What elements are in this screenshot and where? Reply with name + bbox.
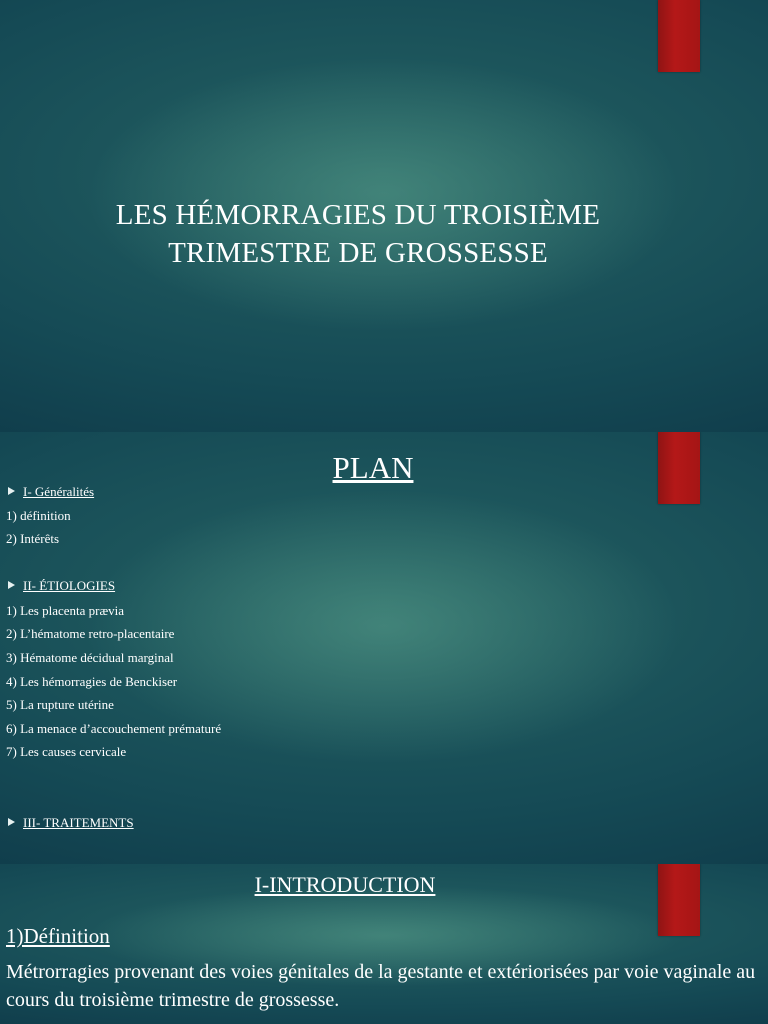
plan-item: 5) La rupture utérine bbox=[6, 697, 114, 712]
bullet-arrow-icon bbox=[8, 818, 15, 826]
plan-item: 6) La menace d’accouchement prématuré bbox=[6, 721, 222, 736]
plan-slide bbox=[0, 432, 768, 864]
bullet-arrow-icon bbox=[8, 581, 15, 589]
accent-bar bbox=[658, 0, 700, 72]
plan-item: 1) Les placenta prævia bbox=[6, 603, 125, 618]
section-title: I-INTRODUCTION bbox=[254, 872, 436, 897]
bullet-arrow-icon bbox=[8, 487, 15, 495]
plan-item: 2) L’hématome retro-placentaire bbox=[6, 626, 175, 641]
plan-item: 7) Les causes cervicale bbox=[6, 744, 127, 759]
subheading: 1)Définition bbox=[6, 924, 110, 948]
plan-title: PLAN bbox=[332, 450, 414, 485]
plan-heading: I- Généralités bbox=[8, 484, 94, 500]
plan-item: 1) définition bbox=[6, 508, 71, 523]
introduction-slide bbox=[0, 864, 768, 1024]
definition-paragraph: Métrorragies provenant des voies génitales de la gestante et extériorisées par voie vaginale au cours du troisième trimestre de grossesse. bbox=[6, 961, 756, 1011]
plan-item: 4) Les hémorragies de Benckiser bbox=[6, 674, 178, 689]
plan-item: 3) Hématome décidual marginal bbox=[6, 650, 174, 665]
plan-heading: III- TRAITEMENTS bbox=[8, 815, 134, 831]
presentation-title: LES HÉMORRAGIES DU TROISIÈME TRIMESTRE DE GROSSESSE bbox=[115, 199, 601, 269]
title-slide bbox=[0, 0, 768, 432]
plan-item: 2) Intérêts bbox=[6, 531, 60, 546]
plan-heading: II- ÉTIOLOGIES bbox=[8, 578, 115, 594]
